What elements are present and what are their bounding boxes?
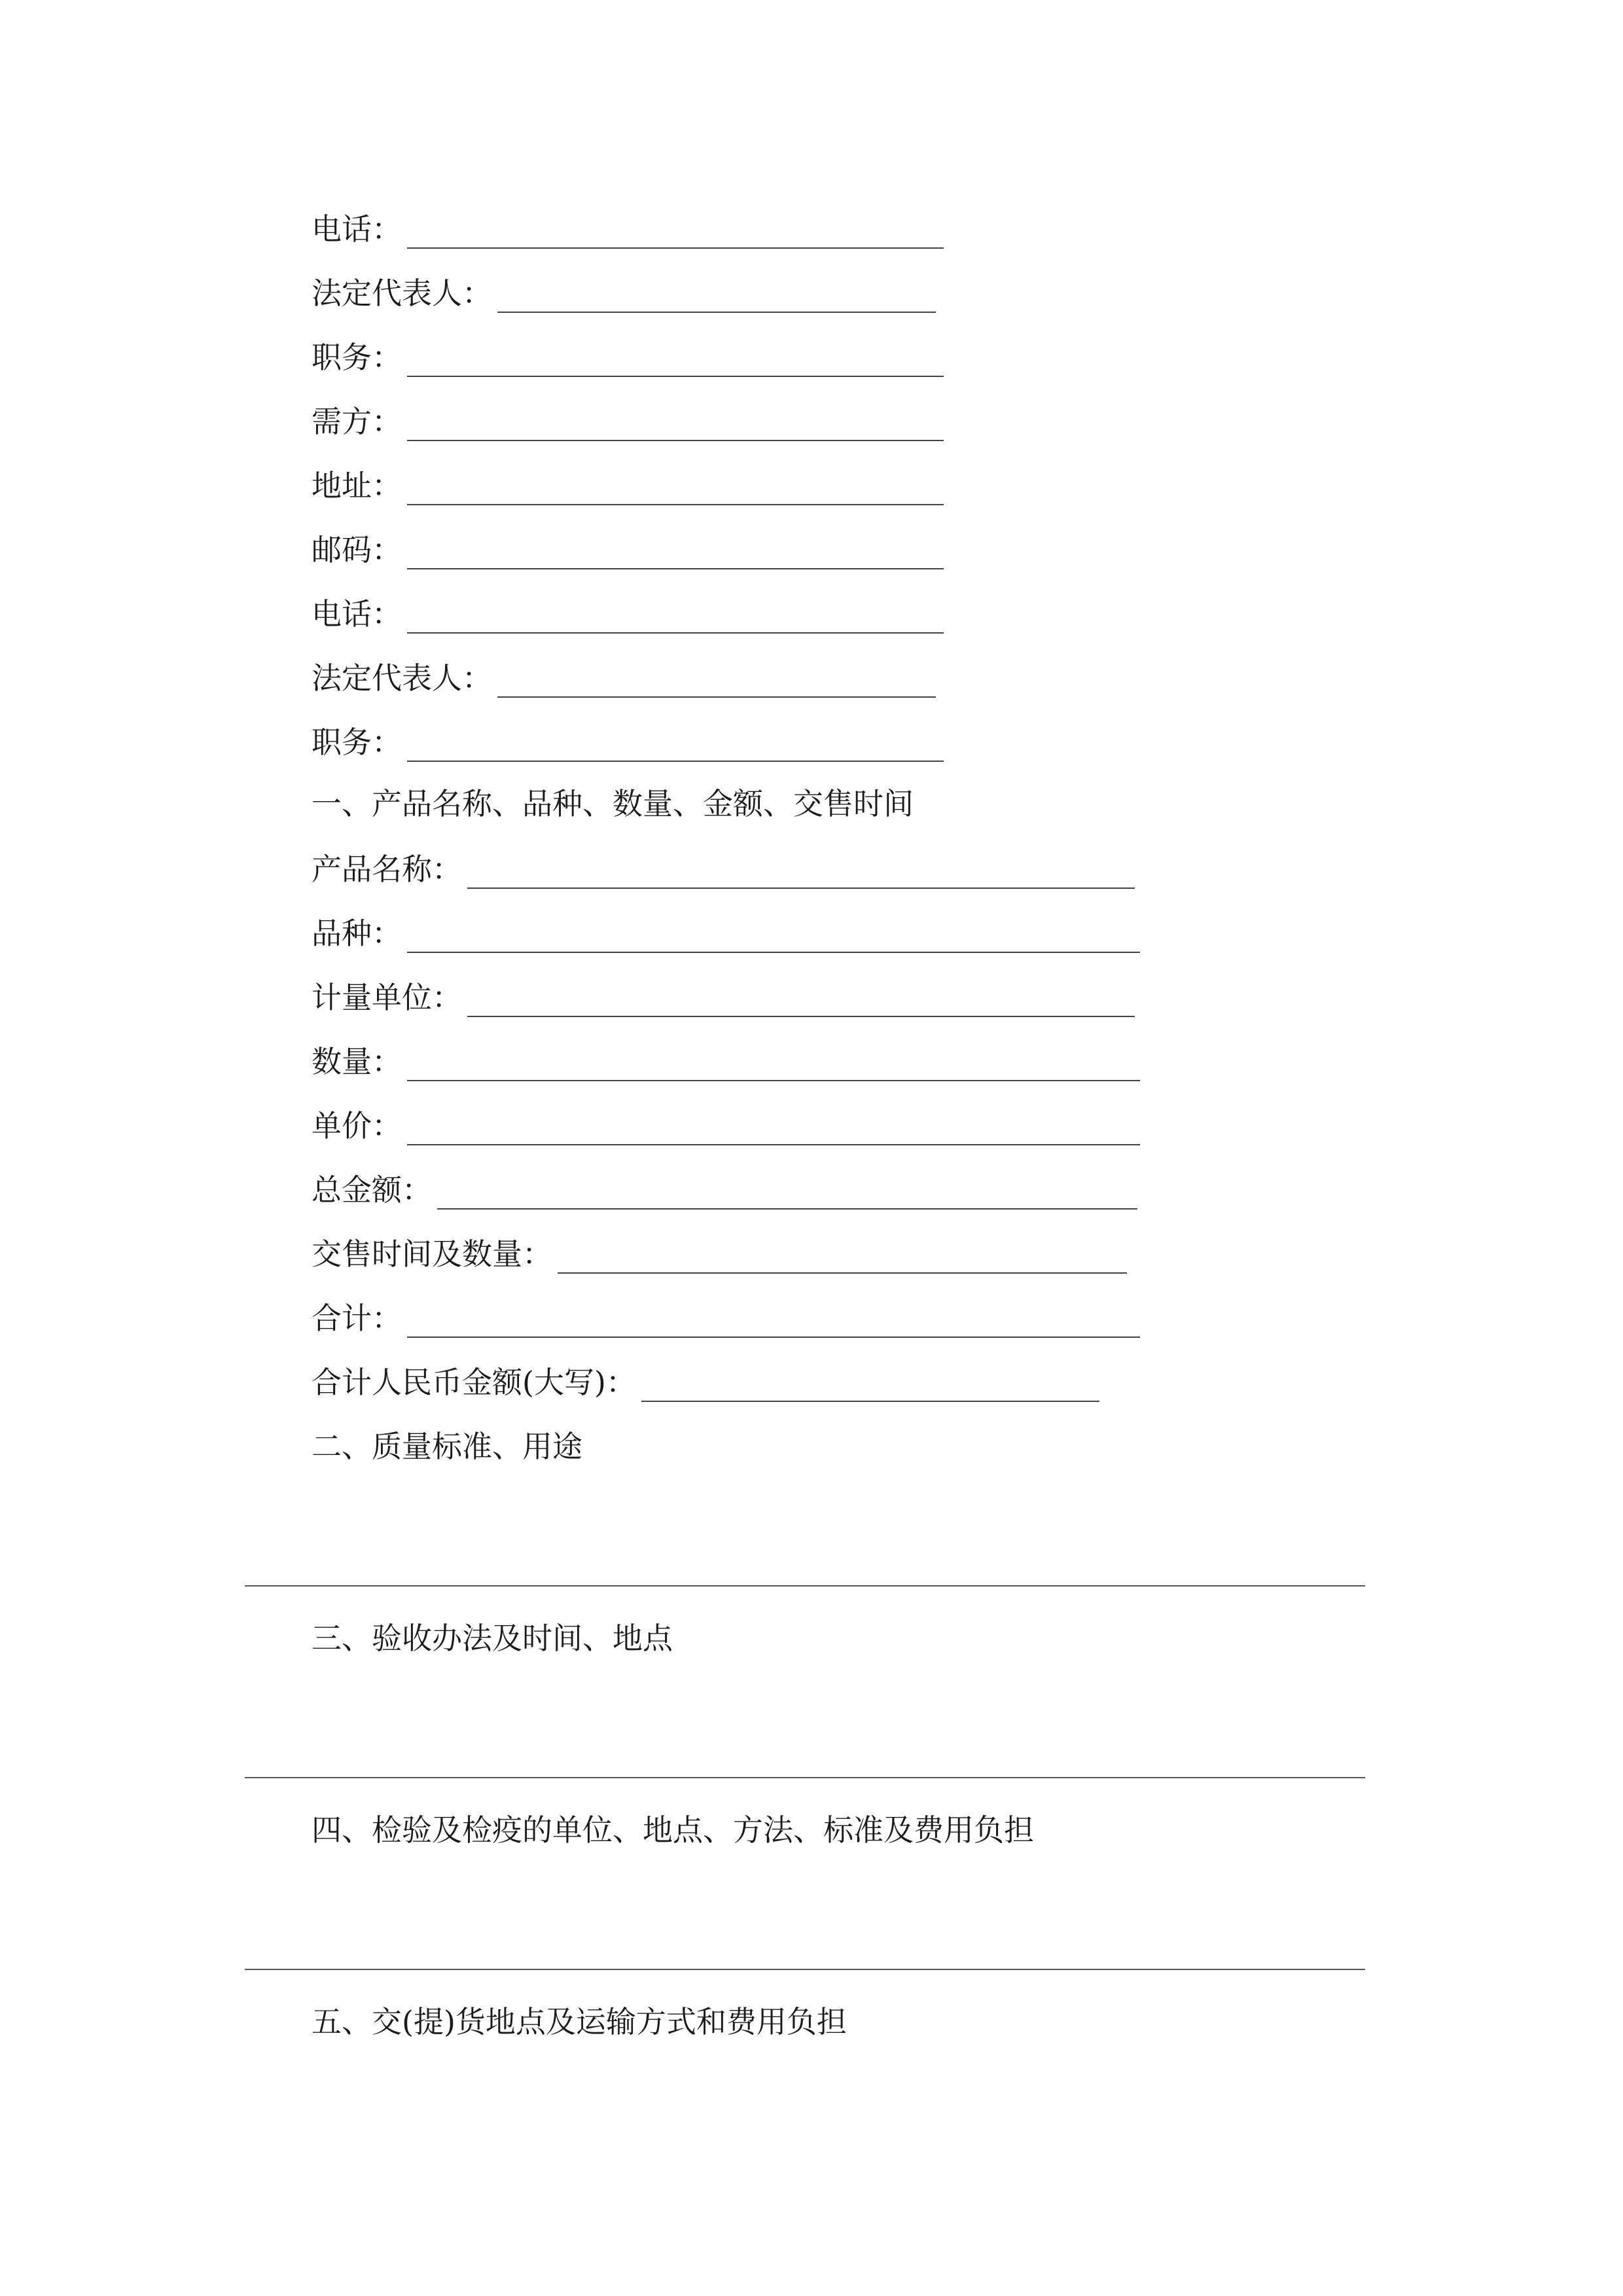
buyer-title-label: 需方： bbox=[312, 404, 402, 439]
total-amount-row bbox=[312, 1170, 1137, 1210]
section1-heading: 一、产品名称、品种、数量、金额、交售时间 bbox=[312, 786, 914, 821]
supplier-phone-label: 电话： bbox=[312, 211, 402, 247]
buyer-postcode-row bbox=[312, 530, 944, 569]
unit-price-field[interactable] bbox=[407, 1114, 1140, 1145]
unit-field[interactable] bbox=[467, 986, 1135, 1017]
supplier-legal-rep-row bbox=[312, 274, 936, 313]
variety-label: 品种： bbox=[312, 916, 402, 951]
rmb-upper-field[interactable] bbox=[641, 1371, 1099, 1402]
section5-heading: 五、交(提)货地点及运输方式和费用负担 bbox=[312, 2004, 847, 2039]
variety-row bbox=[312, 914, 1140, 953]
buyer-address-field[interactable] bbox=[407, 474, 944, 505]
unit-price-label: 单价： bbox=[312, 1108, 402, 1143]
buyer-address-row bbox=[312, 466, 944, 505]
buyer-phone-row bbox=[312, 594, 944, 634]
product-name-label: 产品名称： bbox=[312, 852, 462, 887]
buyer-legal-rep-field[interactable] bbox=[497, 666, 936, 698]
rmb-upper-label: 合计人民币金额(大写)： bbox=[312, 1365, 636, 1400]
sum-row bbox=[312, 1299, 1140, 1338]
section3-answer-line[interactable] bbox=[245, 1777, 1365, 1778]
buyer-legal-rep-row bbox=[312, 658, 936, 698]
buyer-postcode-field[interactable] bbox=[407, 538, 944, 569]
rmb-upper-row bbox=[312, 1363, 1099, 1402]
buyer-address-label: 地址： bbox=[312, 468, 402, 503]
supplier-legal-rep-label: 法定代表人： bbox=[312, 276, 492, 311]
buyer-position-row bbox=[312, 723, 944, 762]
sum-field[interactable] bbox=[407, 1306, 1140, 1338]
quantity-row bbox=[312, 1042, 1140, 1081]
unit-row bbox=[312, 978, 1135, 1017]
section2-heading: 二、质量标准、用途 bbox=[312, 1429, 582, 1464]
section4-answer-line[interactable] bbox=[245, 1969, 1365, 1970]
section2-answer-line[interactable] bbox=[245, 1585, 1365, 1587]
variety-field[interactable] bbox=[407, 922, 1140, 953]
delivery-time-label: 交售时间及数量： bbox=[312, 1236, 552, 1272]
section4-heading: 四、检验及检疫的单位、地点、方法、标准及费用负担 bbox=[312, 1812, 1034, 1848]
buyer-position-field[interactable] bbox=[407, 730, 944, 762]
supplier-position-label: 职务： bbox=[312, 340, 402, 375]
sum-label: 合计： bbox=[312, 1300, 402, 1336]
delivery-time-row bbox=[312, 1234, 1127, 1274]
product-name-field[interactable] bbox=[467, 857, 1135, 889]
supplier-phone-row bbox=[312, 209, 944, 249]
quantity-label: 数量： bbox=[312, 1044, 402, 1079]
buyer-legal-rep-label: 法定代表人： bbox=[312, 660, 492, 696]
buyer-phone-label: 电话： bbox=[312, 596, 402, 632]
buyer-postcode-label: 邮码： bbox=[312, 532, 402, 567]
buyer-title-row bbox=[312, 402, 944, 441]
buyer-phone-field[interactable] bbox=[407, 602, 944, 634]
section3-heading: 三、验收办法及时间、地点 bbox=[312, 1621, 673, 1656]
total-amount-label: 总金额： bbox=[312, 1172, 432, 1208]
product-name-row bbox=[312, 850, 1135, 889]
delivery-time-field[interactable] bbox=[558, 1242, 1127, 1274]
supplier-legal-rep-field[interactable] bbox=[497, 281, 936, 313]
supplier-position-field[interactable] bbox=[407, 346, 944, 377]
unit-label: 计量单位： bbox=[312, 980, 462, 1015]
unit-price-row bbox=[312, 1106, 1140, 1145]
supplier-position-row bbox=[312, 338, 944, 377]
total-amount-field[interactable] bbox=[437, 1178, 1137, 1210]
quantity-field[interactable] bbox=[407, 1050, 1140, 1081]
buyer-title-field[interactable] bbox=[407, 410, 944, 441]
supplier-phone-field[interactable] bbox=[407, 217, 944, 249]
buyer-position-label: 职务： bbox=[312, 725, 402, 760]
